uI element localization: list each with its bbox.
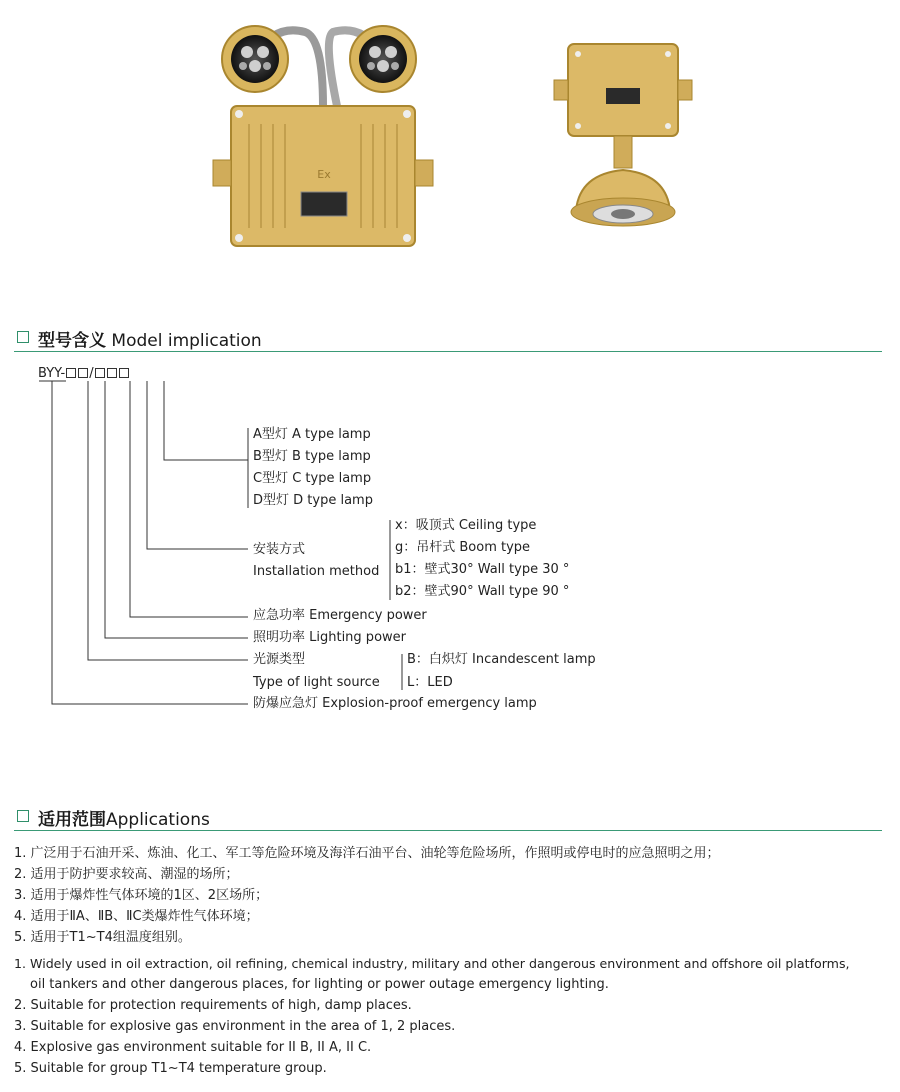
list-item: 2. 适用于防护要求较高、潮湿的场所； (14, 867, 239, 882)
section-title: 型号含义 Model implication (38, 331, 262, 351)
install-option-wall30: b1：壁式30° Wall type 30 ° (395, 562, 570, 577)
list-item: 4. 适用于ⅡA、ⅡB、ⅡC类爆炸性气体环境； (14, 909, 259, 924)
install-option-ceiling: x：吸顶式 Ceiling type (395, 518, 537, 533)
list-item: 4. Explosive gas environment suitable for II B, II A, II C. (14, 1040, 372, 1055)
list-item: oil tankers and other dangerous places, for lighting or power outage emergency lighting. (30, 977, 609, 992)
ex-marking: Ex (317, 168, 331, 181)
section-divider (14, 830, 882, 831)
install-option-wall90: b2：壁式90° Wall type 90 ° (395, 584, 570, 599)
lamp-type-a: A型灯 A type lamp (253, 427, 371, 442)
install-label-cn: 安装方式 (253, 542, 306, 557)
lamp-type-b: B型灯 B type lamp (253, 449, 371, 464)
explosion-proof-label: 防爆应急灯 Explosion-proof emergency lamp (253, 696, 537, 711)
section-checkbox-icon (17, 810, 29, 822)
lamp-type-d: D型灯 D type lamp (253, 493, 373, 508)
light-source-label-en: Type of light source (253, 675, 380, 690)
lighting-power-label: 照明功率 Lighting power (253, 630, 406, 645)
list-item: 5. Suitable for group T1~T4 temperature group. (14, 1061, 327, 1076)
list-item: 1. 广泛用于石油开采、炼油、化工、军工等危险环境及海洋石油平台、油轮等危险场所，作照明或停电时的应急照明之用； (14, 846, 720, 861)
list-item: 5. 适用于T1~T4组温度组别。 (14, 930, 191, 945)
model-prefix: BYY (38, 366, 61, 381)
install-label-en: Installation method (253, 564, 380, 579)
applications-list-cn (14, 843, 720, 948)
light-source-label-cn: 光源类型 (253, 652, 306, 667)
model-dash: - (60, 366, 66, 381)
list-item: 1. Widely used in oil extraction, oil refining, chemical industry, military and other dangerous environment and offshore oil platforms, (14, 956, 850, 971)
model-slash: / (89, 366, 94, 381)
applications-list-en (14, 953, 850, 1079)
install-option-boom: g：吊杆式 Boom type (395, 540, 531, 555)
lamp-type-c: C型灯 C type lamp (253, 471, 372, 486)
light-source-led: L：LED (407, 675, 453, 690)
list-item: 2. Suitable for protection requirements of high, damp places. (14, 998, 412, 1013)
list-item: 3. Suitable for explosive gas environment in the area of 1, 2 places. (14, 1019, 456, 1034)
emergency-power-label: 应急功率 Emergency power (253, 608, 427, 623)
section-title: 适用范围Applications (38, 810, 210, 830)
list-item: 3. 适用于爆炸性气体环境的1区、2区场所； (14, 888, 269, 903)
applications-header (14, 805, 882, 831)
light-source-incandescent: B：白炽灯 Incandescent lamp (407, 652, 596, 667)
